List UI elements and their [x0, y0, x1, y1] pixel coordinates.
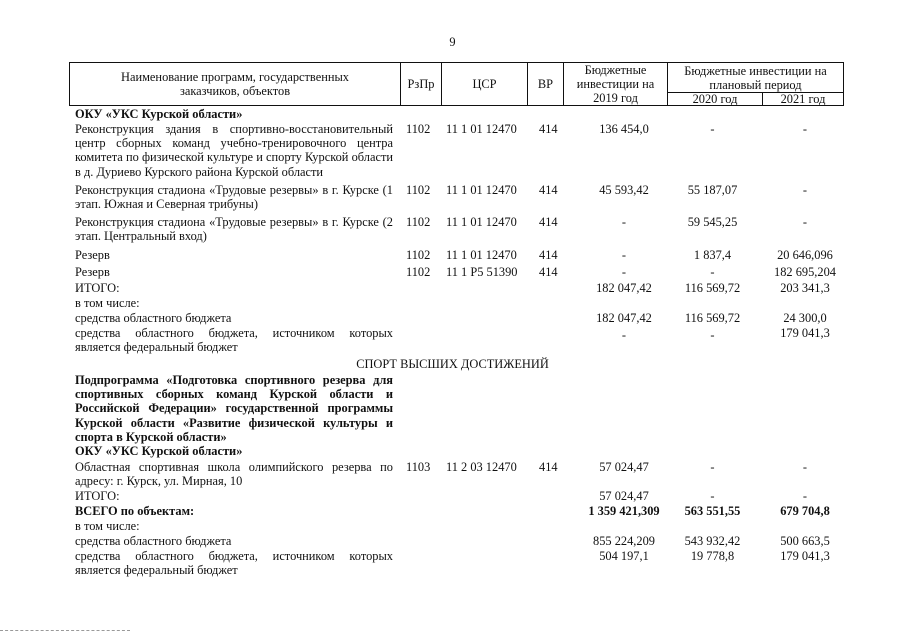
row-vr: 414 [539, 122, 558, 136]
row-2020: - [710, 460, 715, 474]
row-2020: 55 187,07 [687, 183, 738, 197]
header-plan-period: Бюджетные инвестиции на плановый период [667, 62, 844, 93]
row-vr: 414 [539, 248, 558, 262]
row-2020: - [710, 265, 715, 279]
row-name: Реконструкция здания в спортивно-восстановительный центр сборных команд учебно-тренировочного центра комитета по физической культуре и спорту Курской области в д. Дуриево Курского района Курской области [75, 122, 393, 179]
row-csr: 11 1 01 12470 [446, 122, 517, 136]
row-2021: 20 646,096 [777, 248, 833, 262]
total-2021: 203 341,3 [780, 281, 830, 295]
row-rzpr: 1102 [406, 248, 431, 262]
row-csr: 11 2 03 12470 [446, 460, 517, 474]
federal-2021: 179 041,3 [780, 549, 830, 563]
regional-2021: 24 300,0 [783, 311, 827, 325]
federal-2020: 19 778,8 [690, 549, 735, 563]
row-2020: - [710, 122, 715, 136]
regional-2020: 543 932,42 [684, 534, 741, 548]
total-label: ИТОГО: [75, 489, 120, 503]
page-number: 9 [449, 35, 456, 49]
row-vr: 414 [539, 265, 558, 279]
scan-artifact-line [0, 630, 130, 631]
row-2019: 136 454,0 [599, 122, 649, 136]
regional-2019: 855 224,209 [593, 534, 655, 548]
row-2021: - [802, 122, 808, 136]
row-rzpr: 1102 [406, 215, 431, 229]
row-csr: 11 1 P5 51390 [446, 265, 518, 279]
total-2020: 116 569,72 [684, 281, 741, 295]
regional-label: средства областного бюджета [75, 311, 232, 325]
federal-label: средства областного бюджета, источником которых является федеральный бюджет [75, 549, 393, 578]
row-2019: - [621, 265, 627, 279]
including-label: в том числе: [75, 519, 140, 533]
grand-total-label: ВСЕГО по объектам: [75, 504, 195, 518]
row-vr: 414 [539, 183, 558, 197]
row-2021: - [802, 215, 808, 229]
row-vr: 414 [539, 460, 558, 474]
row-name: Резерв [75, 265, 110, 279]
total-label: ИТОГО: [75, 281, 120, 295]
federal-2019: 504 197,1 [599, 549, 649, 563]
org-name: ОКУ «УКС Курской области» [75, 107, 243, 121]
including-label: в том числе: [75, 296, 140, 310]
row-rzpr: 1102 [406, 122, 431, 136]
header-2021: 2021 год [762, 92, 844, 106]
row-name: Резерв [75, 248, 110, 262]
row-vr: 414 [539, 215, 558, 229]
grand-total-2020: 563 551,55 [684, 504, 741, 518]
org-name: ОКУ «УКС Курской области» [75, 444, 243, 458]
total-2019: 57 024,47 [599, 489, 649, 503]
row-2019: 45 593,42 [599, 183, 649, 197]
total-2020: - [710, 489, 715, 503]
header-2020: 2020 год [667, 92, 763, 106]
row-rzpr: 1103 [406, 460, 431, 474]
regional-2019: 182 047,42 [596, 311, 652, 325]
regional-2021: 500 663,5 [780, 534, 830, 548]
row-2020: 59 545,25 [687, 215, 738, 229]
section-title: СПОРТ ВЫСШИХ ДОСТИЖЕНИЙ [356, 357, 549, 371]
row-rzpr: 1102 [406, 265, 431, 279]
federal-2020: - [710, 328, 715, 342]
row-2019: - [621, 215, 627, 229]
row-2019: - [621, 248, 627, 262]
header-budget-2019: Бюджетные инвестиции на 2019 год [563, 62, 668, 106]
row-2021: - [802, 460, 808, 474]
federal-2021: 179 041,3 [780, 326, 830, 340]
federal-2019: - [621, 328, 627, 342]
grand-total-2021: 679 704,8 [780, 504, 830, 518]
header-vr: ВР [527, 62, 564, 106]
row-rzpr: 1102 [406, 183, 431, 197]
regional-label: средства областного бюджета [75, 534, 232, 548]
row-name: Областная спортивная школа олимпийского резерва по адресу: г. Курск, ул. Мирная, 10 [75, 460, 393, 489]
header-name: Наименование программ, государственных заказчиков, объектов [69, 62, 401, 106]
total-2019: 182 047,42 [596, 281, 652, 295]
row-2021: 182 695,204 [774, 265, 836, 279]
header-rzpr: РзПр [400, 62, 442, 106]
total-2021: - [802, 489, 808, 503]
header-csr: ЦСР [441, 62, 528, 106]
federal-label: средства областного бюджета, источником которых является федеральный бюджет [75, 326, 393, 355]
subprogram-name: Подпрограмма «Подготовка спортивного резерва для спортивных сборных команд Курской области и Российской Федерации» государственной программы Курской области «Развитие физической культуры и спорта в Курской области» [75, 373, 393, 444]
regional-2020: 116 569,72 [684, 311, 741, 325]
row-name: Реконструкция стадиона «Трудовые резервы» в г. Курске (2 этап. Центральный вход) [75, 215, 393, 244]
row-name: Реконструкция стадиона «Трудовые резервы» в г. Курске (1 этап. Южная и Северная трибуны) [75, 183, 393, 212]
row-csr: 11 1 01 12470 [446, 248, 517, 262]
row-2019: 57 024,47 [599, 460, 649, 474]
grand-total-2019: 1 359 421,309 [588, 504, 660, 518]
row-2021: - [802, 183, 808, 197]
row-2020: 1 837,4 [693, 248, 732, 262]
row-csr: 11 1 01 12470 [446, 183, 517, 197]
row-csr: 11 1 01 12470 [446, 215, 517, 229]
